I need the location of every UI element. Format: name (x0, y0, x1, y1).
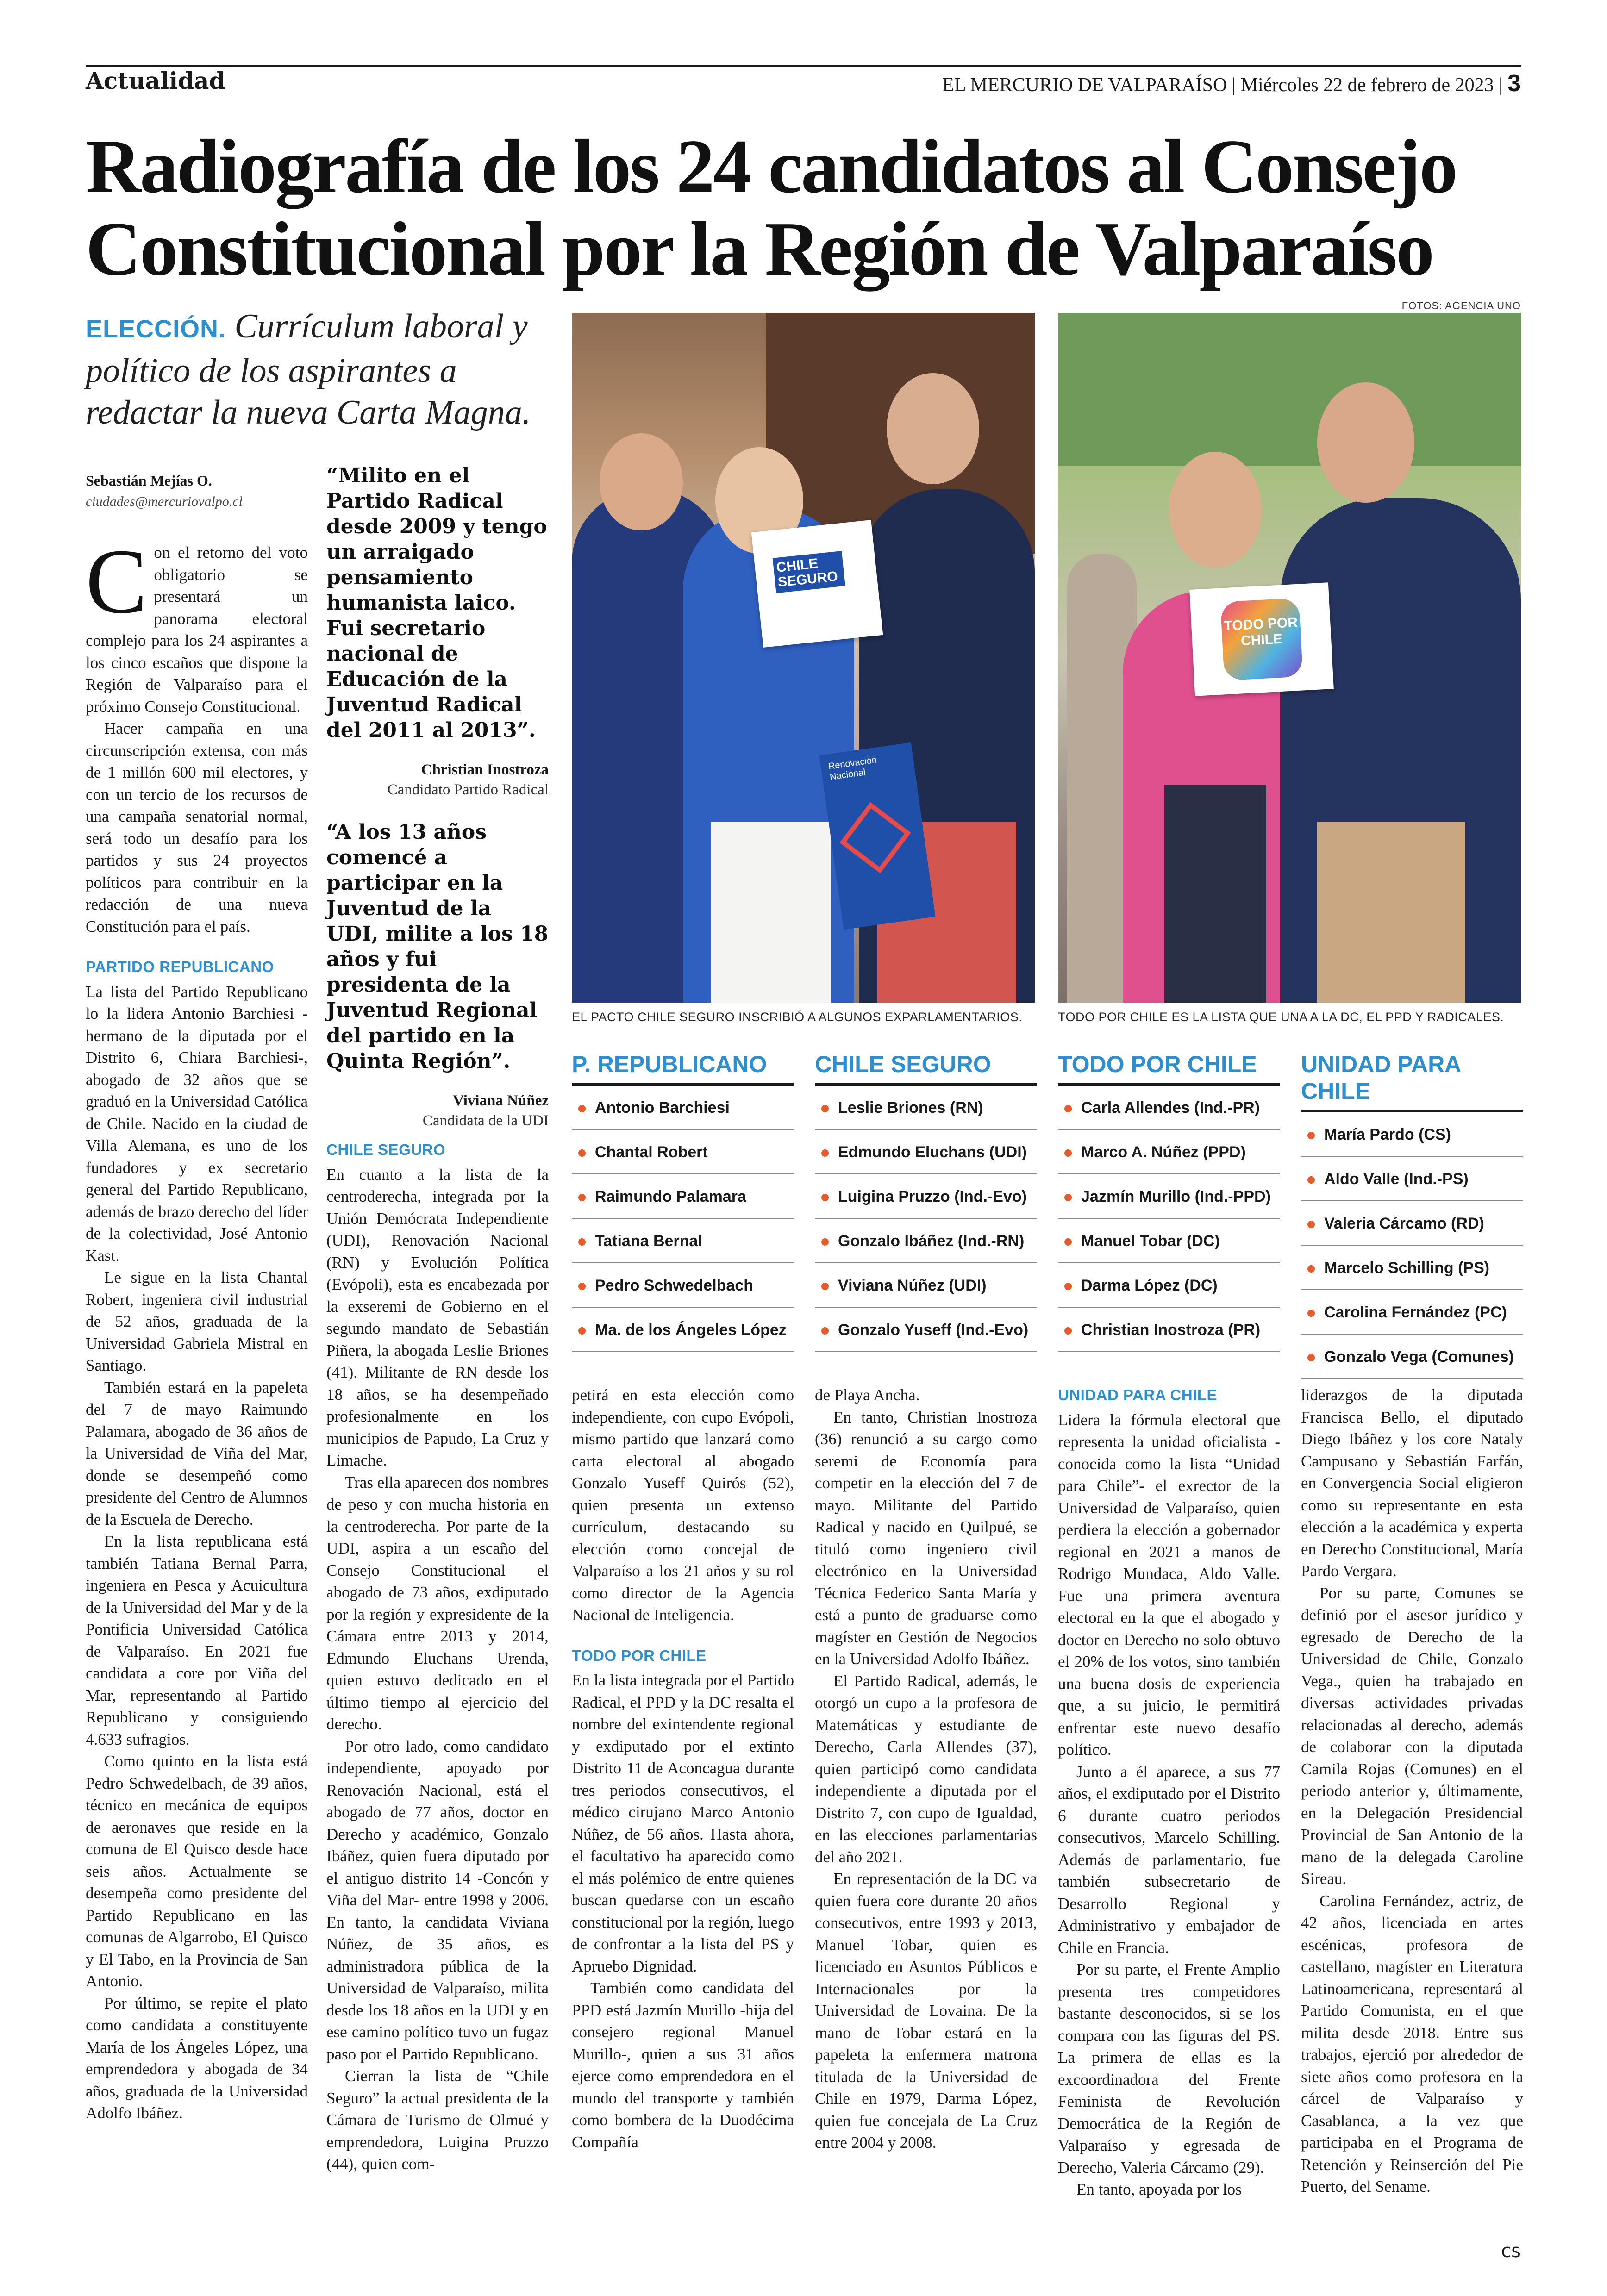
photo-sign-text: TODO POR CHILE (1220, 598, 1303, 681)
bullet-icon (821, 1194, 829, 1201)
candidate-name: Chantal Robert (595, 1143, 708, 1161)
candidate-name: Manuel Tobar (DC) (1081, 1232, 1220, 1250)
bullet-icon (821, 1105, 829, 1112)
candidate-name: Christian Inostroza (PR) (1081, 1321, 1261, 1339)
subhead-chile-seguro: CHILE SEGURO (326, 1141, 446, 1158)
list-item (572, 1130, 794, 1174)
candidate-list-todo-por-chile (1058, 1051, 1280, 1352)
list-item (815, 1308, 1037, 1352)
list-item (572, 1308, 794, 1352)
subhead-partido-republicano: PARTIDO REPUBLICANO (86, 958, 274, 975)
candidate-name: Pedro Schwedelbach (595, 1277, 753, 1294)
candidate-name: Viviana Núñez (UDI) (838, 1277, 987, 1294)
paragraph: El Partido Radical, además, le otorgó un cupo a la profesora de Matemáticas y estudiante de Derecho, Carla Allendes (37), quien participó como candidata independiente a diputada por el Distrito 7, con cupo de Igualdad, en las elecciones parlamentarias del año 2021. (815, 1672, 1037, 1866)
bullet-icon (1064, 1238, 1072, 1246)
photo-caption-2: TODO POR CHILE ES LA LISTA QUE UNA A LA DC, EL PPD Y RADICALES. (1058, 1010, 1504, 1024)
bullet-icon (821, 1283, 829, 1290)
list-title: TODO POR CHILE (1058, 1051, 1280, 1086)
candidate-name: Marcelo Schilling (PS) (1324, 1259, 1490, 1277)
photo-face (887, 373, 979, 484)
paragraph: Por su parte, Comunes se definió por el asesor jurídico y egresado de Derecho de la Universidad de Chile, Gonzalo Vega., quien ha trabajado en diversas actividades privadas relacionadas al derecho, además de colaborar con la diputada Camila Rojas (Comunes) en el periodo anterior y, últimamente, en la Delegación Presidencial Provincial de San Antonio de la mano de la delegada Caroline Sireau. (1301, 1584, 1523, 1888)
lead-text: Currículum laboral y político de los aspirantes a redactar la nueva Carta Magna. (86, 307, 531, 431)
publication-name-date: EL MERCURIO DE VALPARAÍSO | Miércoles 22 de febrero de 2023 | (942, 75, 1503, 96)
header-rule (86, 65, 1521, 67)
photo-folder-text: Renovación Nacional (827, 755, 878, 782)
candidate-name: María Pardo (CS) (1324, 1126, 1451, 1143)
paragraph: Por su parte, el Frente Amplio presenta tres competidores bastante desconocidos, si se los compara con las figuras del PS. La primera de ellas es la excoordinadora del Frente Feminista de Revolución Democrática de la Región de Valparaíso y egresada de Derecho, Valeria Cárcamo (29). (1058, 1960, 1280, 2177)
list-item (1058, 1130, 1280, 1174)
candidate-name: Marco A. Núñez (PPD) (1081, 1143, 1246, 1161)
bullet-icon (1064, 1149, 1072, 1157)
paragraph: También estará en la papeleta del 7 de mayo Raimundo Palamara, abogado de 36 años de la Universidad de Viña del Mar, donde se desempeñó como presidente del Centro de Alumnos de la Escuela de Derecho. (86, 1378, 308, 1529)
bullet-icon (821, 1149, 829, 1157)
list-item (815, 1263, 1037, 1308)
quote-name: Christian Inostroza (421, 761, 549, 778)
candidate-list-republicano (572, 1051, 794, 1352)
quote-text: “Milito en el Partido Radical desde 2009 y tengo un arraigado pensamiento humanista laico. Fui secretario nacional de Educación de la Juventud Radical del 2011 al 2013”. (326, 464, 547, 742)
bullet-icon (1064, 1327, 1072, 1335)
list-item (1301, 1290, 1523, 1335)
candidate-name: Aldo Valle (Ind.-PS) (1324, 1170, 1469, 1188)
candidate-name: Luigina Pruzzo (Ind.-Evo) (838, 1188, 1027, 1205)
bullet-icon (578, 1327, 586, 1335)
candidate-name: Carolina Fernández (PC) (1324, 1304, 1507, 1321)
drop-cap: C (86, 530, 148, 633)
candidate-name: Tatiana Bernal (595, 1232, 702, 1250)
list-title: P. REPUBLICANO (572, 1051, 794, 1086)
photo-face (1169, 452, 1262, 568)
pull-quote-nunez (326, 819, 549, 1129)
list-item (572, 1086, 794, 1130)
paragraph: Como quinto en la lista está Pedro Schwedelbach, de 39 años, técnico en mecánica de equipos de aeronaves que reside en la comuna de El Quisco desde hace seis años. Actualmente se desempeña como presidente del Partido Republicano en las comunas de Algarrobo, El Quisco y El Tabo, en la Provincia de San Antonio. (86, 1752, 308, 1990)
bullet-icon (1307, 1265, 1315, 1273)
candidate-name: Gonzalo Vega (Comunes) (1324, 1348, 1514, 1366)
bullet-icon (578, 1283, 586, 1290)
quote-role: Candidata de la UDI (422, 1112, 549, 1129)
paragraph: Junto a él aparece, a sus 77 años, el exdiputado por el Distrito 6 durante cuatro periodos consecutivos, Marcelo Schilling. Además de parlamentario, fue también subsecretario de Desarrollo Regional y Administrativo y embajador de Chile en Francia. (1058, 1762, 1280, 1957)
list-item (815, 1130, 1037, 1174)
candidate-list-chile-seguro (815, 1051, 1037, 1352)
list-item (1058, 1086, 1280, 1130)
candidate-name: Raimundo Palamara (595, 1188, 746, 1205)
list-item (1301, 1157, 1523, 1201)
photo-folder-star-icon (839, 802, 911, 873)
article-column-5 (1058, 1384, 1280, 2201)
paragraph: Le sigue en la lista Chantal Robert, ingeniera civil industrial de 52 años, graduada de la Universidad Gabriela Mistral en Santiago. (86, 1268, 308, 1374)
photo-credit: FOTOS: AGENCIA UNO (1401, 300, 1521, 312)
paragraph: petirá en esta elección como independiente, con cupo Evópoli, mismo partido que lanzará como carta electoral al abogado Gonzalo Yuseff Quirós (52), quien presenta un extenso currículum, destacando su elección como concejal de Valparaíso a los 21 años y su rol como director de la Agencia Nacional de Inteligencia. (572, 1386, 794, 1624)
candidate-name: Leslie Briones (RN) (838, 1099, 983, 1117)
lead (86, 306, 553, 433)
photo-face (1317, 382, 1414, 503)
candidate-name: Ma. de los Ángeles López (595, 1321, 787, 1339)
candidate-list-unidad-para-chile (1301, 1051, 1523, 1379)
candidate-name: Jazmín Murillo (Ind.-PPD) (1081, 1188, 1271, 1205)
article-column-3 (572, 1384, 794, 2153)
candidate-name: Gonzalo Yuseff (Ind.-Evo) (838, 1321, 1029, 1339)
list-item (815, 1086, 1037, 1130)
list-item (1058, 1219, 1280, 1263)
article-column-1 (86, 530, 308, 2124)
article-column-2 (326, 1139, 549, 2175)
subhead-unidad-para-chile: UNIDAD PARA CHILE (1058, 1386, 1217, 1404)
paragraph: En cuanto a la lista de la centroderecha, integrada por la Unión Demócrata Independiente (UDI), Renovación Nacional (RN) y Evolución Política (Evópoli), esta es encabezada por la exseremi de Gobierno en el segundo mandato de Sebastián Piñera, la abogada Leslie Briones (41). Militante de RN desde los 18 años, se ha desempeñado profesionalmente en los municipios de Papudo, La Cruz y Limache. (326, 1165, 549, 1469)
bullet-icon (821, 1238, 829, 1246)
list-item (1058, 1263, 1280, 1308)
list-title: UNIDAD PARA CHILE (1301, 1051, 1523, 1112)
photo-caption-1: EL PACTO CHILE SEGURO INSCRIBIÓ A ALGUNOS EXPARLAMENTARIOS. (572, 1010, 1023, 1024)
bullet-icon (1307, 1221, 1315, 1228)
article-column-6 (1301, 1384, 1523, 2198)
photo-dark-trousers (1164, 785, 1266, 1003)
quote-text: “A los 13 años comencé a participar en la Juventud de la UDI, milite a los 18 años y fui presidenta de la Juventud Regional del partido en la Quinta Región”. (326, 820, 549, 1073)
bullet-icon (1307, 1176, 1315, 1184)
photo-khaki-trousers (1317, 822, 1465, 1003)
paragraph: En la lista integrada por el Partido Radical, el PPD y la DC resalta el nombre del exintendente regional y exdiputado por el extinto Distrito 11 de Aconcagua durante tres periodos consecutivos, el médico cirujano Marco Antonio Núñez, de 56 años. Hasta ahora, el facultativo ha aparecido como el más polémico de entre quienes buscan quedarse con un escaño constitucional por la región, luego de confrontar a la lista del PS y Apruebo Dignidad. (572, 1671, 794, 1975)
list-item (572, 1219, 794, 1263)
paragraph: En representación de la DC va quien fuera core durante 20 años consecutivos, entre 1993 y 2013, Manuel Tobar, quien es licenciado en Asuntos Públicos e Internacionales por la Universidad de Lovaina. De la mano de Tobar estará en la papeleta la enfermera matrona titulada de la Universidad de Chile en 1979, Darma López, quien fue concejala de La Cruz entre 2004 y 2008. (815, 1870, 1037, 2152)
bullet-icon (578, 1105, 586, 1112)
bullet-icon (1064, 1105, 1072, 1112)
byline-email: ciudades@mercuriovalpo.cl (86, 494, 243, 509)
candidate-name: Carla Allendes (Ind.-PR) (1081, 1099, 1260, 1117)
paragraph: liderazgos de la diputada Francisca Bello, el diputado Diego Ibáñez y los core Nataly Campusano y Sebastián Farfán, en Convergencia Social eligieron como su representante en esta elección a la académica y experta en Derecho Constitucional, María Pardo Vergara. (1301, 1386, 1523, 1580)
paragraph: Hacer campaña en una circunscripción extensa, con más de 1 millón 600 mil electores, y con un tercio de los recursos de una campaña senatorial normal, será todo un desafío para los partidos y sus 24 proyectos políticos para contribuir en la redacción de una nueva Constitución para el país. (86, 719, 308, 936)
bullet-icon (1064, 1194, 1072, 1201)
list-item (1301, 1201, 1523, 1246)
paragraph-text: on el retorno del voto obligatorio se presentará un panorama electoral complejo para los 24 aspirantes a los cinco escaños que dispone la Región de Valparaíso para el próximo Consejo Constitucional. (86, 543, 308, 716)
bullet-icon (821, 1327, 829, 1335)
bullet-icon (578, 1149, 586, 1157)
candidate-name: Valeria Cárcamo (RD) (1324, 1215, 1484, 1232)
photo-background-trees (1058, 313, 1521, 466)
photo-chile-seguro (572, 313, 1035, 1003)
candidate-name: Gonzalo Ibáñez (Ind.-RN) (838, 1232, 1025, 1250)
list-item (572, 1263, 794, 1308)
candidate-name: Darma López (DC) (1081, 1277, 1218, 1294)
paragraph: de Playa Ancha. (815, 1386, 920, 1404)
byline (86, 472, 308, 510)
candidate-name: Antonio Barchiesi (595, 1099, 730, 1117)
bullet-icon (1064, 1283, 1072, 1290)
page-number: 3 (1507, 70, 1521, 97)
pull-quote-inostroza (326, 463, 549, 799)
paragraph: Lidera la fórmula electoral que representa la unidad oficialista -conocida como la lista “Unidad para Chile”- el exrector de la Universidad de Valparaíso, quien perdiera la elección a gobernador regional en 2021 a manos de Rodrigo Mundaca, Aldo Valle. Fue una primera aventura electoral en la que el abogado y doctor en Derecho no solo obtuvo el 20% de los votos, sino también una buena dosis de experiencia que, a su juicio, le permitirá enfrentar este nuevo desafío político. (1058, 1410, 1280, 1759)
bullet-icon (578, 1238, 586, 1246)
end-mark-icon: cs (1501, 2240, 1521, 2262)
quote-name: Viviana Núñez (453, 1092, 549, 1109)
paragraph: Por otro lado, como candidato independiente, apoyado por Renovación Nacional, está el abogado de 77 años, doctor en Derecho y académico, Gonzalo Ibáñez, quien fuera diputado por el antiguo distrito 14 -Concón y Viña del Mar- entre 1998 y 2006. En tanto, la candidata Viviana Núñez, de 35 años, es administradora pública de la Universidad de Valparaíso, milita desde los 18 años en la UDI y en ese camino político tuvo un fugaz paso por el Partido Republicano. (326, 1737, 549, 2063)
paragraph: Cierran la lista de “Chile Seguro” la actual presidenta de la Cámara de Turismo de Olmué y emprendedora, Luigina Pruzzo (44), quien com- (326, 2067, 549, 2173)
photo-white-trousers (711, 822, 831, 1003)
paragraph: La lista del Partido Republicano lo la lidera Antonio Barchiesi -hermano de la diputada por el Distrito 6, Chiara Barchiesi-, abogado de 32 años que se graduó en la Universidad Católica de Chile. Nacido en la ciudad de Villa Alemana, es uno de los fundadores y ex secretario general del Partido Republicano, además de brazo derecho del líder de la colectividad, José Antonio Kast. (86, 982, 308, 1265)
photo-todo-por-chile (1058, 313, 1521, 1003)
bullet-icon (1307, 1132, 1315, 1139)
subhead-todo-por-chile: TODO POR CHILE (572, 1647, 707, 1664)
photo-face (600, 433, 683, 530)
list-item (815, 1219, 1037, 1263)
publication-line (942, 69, 1521, 97)
paragraph: Por último, se repite el plato como candidata a constituyente María de los Ángeles López, una emprendedora y abogada de 34 años, graduada de la Universidad Adolfo Ibáñez. (86, 1994, 308, 2122)
bullet-icon (1307, 1354, 1315, 1361)
photo-sign-card (1189, 582, 1334, 696)
list-item (1058, 1174, 1280, 1219)
section-label: Actualidad (86, 67, 225, 94)
paragraph: Tras ella aparecen dos nombres de peso y con mucha historia en la centroderecha. Por parte de la UDI, aspira a un escaño del Consejo Constitucional el abogado de 73 años, exdiputado por la región y expresidente de la Cámara entre 2013 y 2014, Edmundo Eluchans Urenda, quien estuvo dedicado en el último tiempo al ejercicio del derecho. (326, 1473, 549, 1733)
list-title: CHILE SEGURO (815, 1051, 1037, 1086)
candidate-name: Edmundo Eluchans (UDI) (838, 1143, 1027, 1161)
paragraph: En la lista republicana está también Tatiana Bernal Parra, ingeniera en Pesca y Acuicultura de la Universidad del Mar y de la Pontificia Universidad Católica de Valparaíso. En 2021 fue candidata a core por Viña del Mar, representando al Partido Republicano y consiguiendo 4.633 sufragios. (86, 1532, 308, 1748)
bullet-icon (578, 1194, 586, 1201)
paragraph: Carolina Fernández, actriz, de 42 años, licenciada en artes escénicas, profesora de castellano, magíster en Literatura Latinoamericana, representará al Partido Comunista, en el que milita desde 2018. Entre sus trabajos, ejerció por alrededor de siete años como profesora en la cárcel de Valparaíso y Casablanca, a la vez que participaba en el Programa de Retención y Reinserción del Pie Puerto, del Sename. (1301, 1891, 1523, 2196)
photo-sign-text: CHILE SEGURO (773, 551, 845, 593)
article-column-4 (815, 1384, 1037, 2154)
list-item (815, 1174, 1037, 1219)
photo-sign-card (751, 520, 883, 648)
list-item (572, 1174, 794, 1219)
list-item (1058, 1308, 1280, 1352)
paragraph (86, 530, 308, 718)
paragraph: En tanto, apoyada por los (1076, 2180, 1242, 2198)
list-item (1301, 1335, 1523, 1379)
byline-author: Sebastián Mejías O. (86, 472, 212, 489)
paragraph: También como candidata del PPD está Jazmín Murillo -hija del consejero regional Manuel Murillo-, quien a sus 31 años ejerce como emprendedora en el mundo del transporte y también como bombera de la Duodécima Compañía (572, 1979, 794, 2151)
headline: Radiografía de los 24 candidatos al Consejo Constitucional por la Región de Valparaíso (86, 124, 1457, 291)
bullet-icon (1307, 1310, 1315, 1317)
list-item (1301, 1112, 1523, 1157)
paragraph: En tanto, Christian Inostroza (36) renunció a su cargo como seremi de Economía para competir en la elección del 7 de mayo. Militante del Partido Radical y nacido en Quilpué, se tituló como ingeniero civil electrónico en la Universidad Técnica Federico Santa María y está a punto de graduarse como magíster en Gestión de Negocios en la Universidad Adolfo Ibáñez. (815, 1408, 1037, 1668)
quote-role: Candidato Partido Radical (387, 781, 549, 798)
list-item (1301, 1246, 1523, 1290)
lead-kicker: ELECCIÓN. (86, 315, 226, 343)
